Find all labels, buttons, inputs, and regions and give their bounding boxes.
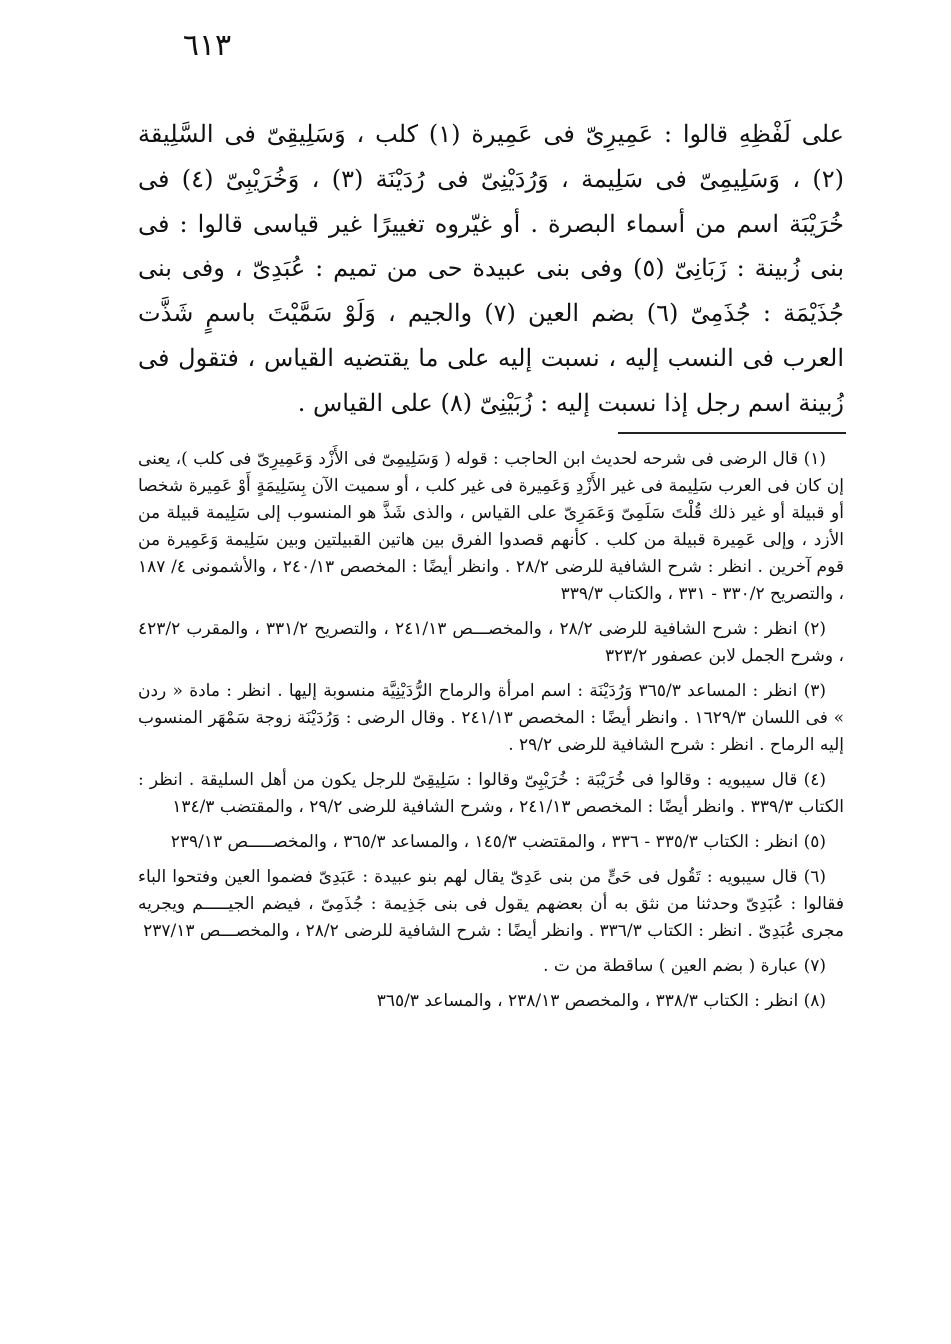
footnote-1: (١) قال الرضى فى شرحه لحديث ابن الحاجب : قوله ( وَسَلِيمِىّ فى الأَزْد وَعَمِيرِىّ فى كلب )، يعنى إن كان فى العرب سَلِيمة فى غير الأَزْدِ وَعَمِيرة فى غير كلب ، أو سميت الآن بِسَلِيمَةٍ أَوْ عَمِيرة شخصا أو قبيلة أو غير ذلك قُلْتَ سَلَمِىّ وَعَمَرِىّ على القياس ، والذى شَذَّ هو المنسوب إلى سَلِيمة قبيلة من الأزد ، وإلى عَمِيرة قبيلة من كلب . كأنهم قصدوا الفرق بين هاتين القبيلتين وبين سَلِيمة وَعَمِيرة من قوم آخرين . انظر : شرح الشافية للرضى ٢٨/٢ . وانظر أيضًا : المخصص ٢٤٠/١٣ ، والأشمونى ٤/ ١٨٧ ، والتصريح ٣٣٠/٢ - ٣٣١ ، والكتاب ٣٣٩/٣: [138, 449, 844, 604]
page-number: ٦١٣: [182, 28, 232, 63]
footnote-separator: [618, 432, 846, 434]
footnote-4: (٤) قال سيبويه : وقالوا فى خُرَيْبَة : خُرَيْبِىّ وقالوا : سَلِيقِىّ للرجل يكون من أهل السليقة . انظر : الكتاب ٣٣٩/٣ . وانظر أيضًا : المخصص ٢٤١/١٣ ، وشرح الشافية للرضى ٢٩/٢ ، والمقتضب ١٣٤/٣: [138, 770, 844, 817]
footnote-3: (٣) انظر : المساعد ٣٦٥/٣ وَرُدَيْنَة : اسم امرأة والرماح الرُّدَيْنِيَّة منسوبة إليها . انظر : مادة « ردن » فى اللسان ١٦٢٩/٣ . وانظر أيضًا : المخصص ٢٤١/١٣ . وقال الرضى : وَرُدَيْنَة زوجة سَمْهَر المنسوب إليه الرماح . انظر : شرح الشافية للرضى ٢٩/٢ .: [138, 681, 844, 755]
main-paragraph: على لَفْظِهِ قالوا : عَمِيرِىّ فى عَمِيرة (١) كلب ، وَسَلِيقِىّ فى السَّلِيقة (٢) ، وَسَلِيمِىّ فى سَلِيمة ، وَرُدَيْنِىّ فى رُدَيْنَة (٣) ، وَخُرَيْبِىّ (٤) فى خُرَيْبَة اسم من أسماء البصرة . أو غيّروه تغييرًا غير قياسى قالوا : فى بنى زُبينة : زَبَانِىّ (٥) وفى بنى عبيدة حى من تميم : عُبَدِىّ ، وفى بنى جُذَيْمَة : جُذَمِىّ (٦) بضم العين (٧) والجيم ، وَلَوْ سَمَّيْتَ باسمٍ شَذَّت العرب فى النسب إليه ، نسبت إليه على ما يقتضيه القياس ، فتقول فى زُبينة اسم رجل إذا نسبت إليه : زُبَيْنِىّ (٨) على القياس .: [138, 120, 845, 417]
footnote-8: (٨) انظر : الكتاب ٣٣٨/٣ ، والمخصص ٢٣٨/١٣ ، والمساعد ٣٦٥/٣: [376, 991, 826, 1011]
footnote-2: (٢) انظر : شرح الشافية للرضى ٢٨/٢ ، والمخصـــص ٢٤١/١٣ ، والتصريح ٣٣١/٢ ، والمقرب ٤٢٣/٢ ، وشرح الجمل لابن عصفور ٣٢٣/٢: [138, 619, 844, 666]
footnotes: [138, 446, 844, 1023]
footnote-7: (٧) عبارة ( بضم العين ) ساقطة من ت .: [543, 956, 826, 976]
footnote-5: (٥) انظر : الكتاب ٣٣٥/٣ - ٣٣٦ ، والمقتضب ١٤٥/٣ ، والمساعد ٣٦٥/٣ ، والمخصـــــص ٢٣٩/١٣: [170, 832, 826, 852]
main-text: [138, 112, 844, 426]
footnote-6: (٦) قال سيبويه : تَقُول فى حَىٍّ من بنى عَدِىّ يقال لهم بنو عبيدة : عَبَدِىّ فضموا العين وفتحوا الباء فقالوا : عُبَدِىّ وحدثنا من نثق به أن بعضهم يقول فى بنى جَذِيمة : جُذَمِىّ ، فيضم الجيـــــم ويجريه مجرى عُبَدِىّ . انظر : الكتاب ٣٣٦/٣ . وانظر أيضًا : شرح الشافية للرضى ٢٨/٢ ، والمخصـــص ٢٣٧/١٣: [138, 867, 844, 941]
